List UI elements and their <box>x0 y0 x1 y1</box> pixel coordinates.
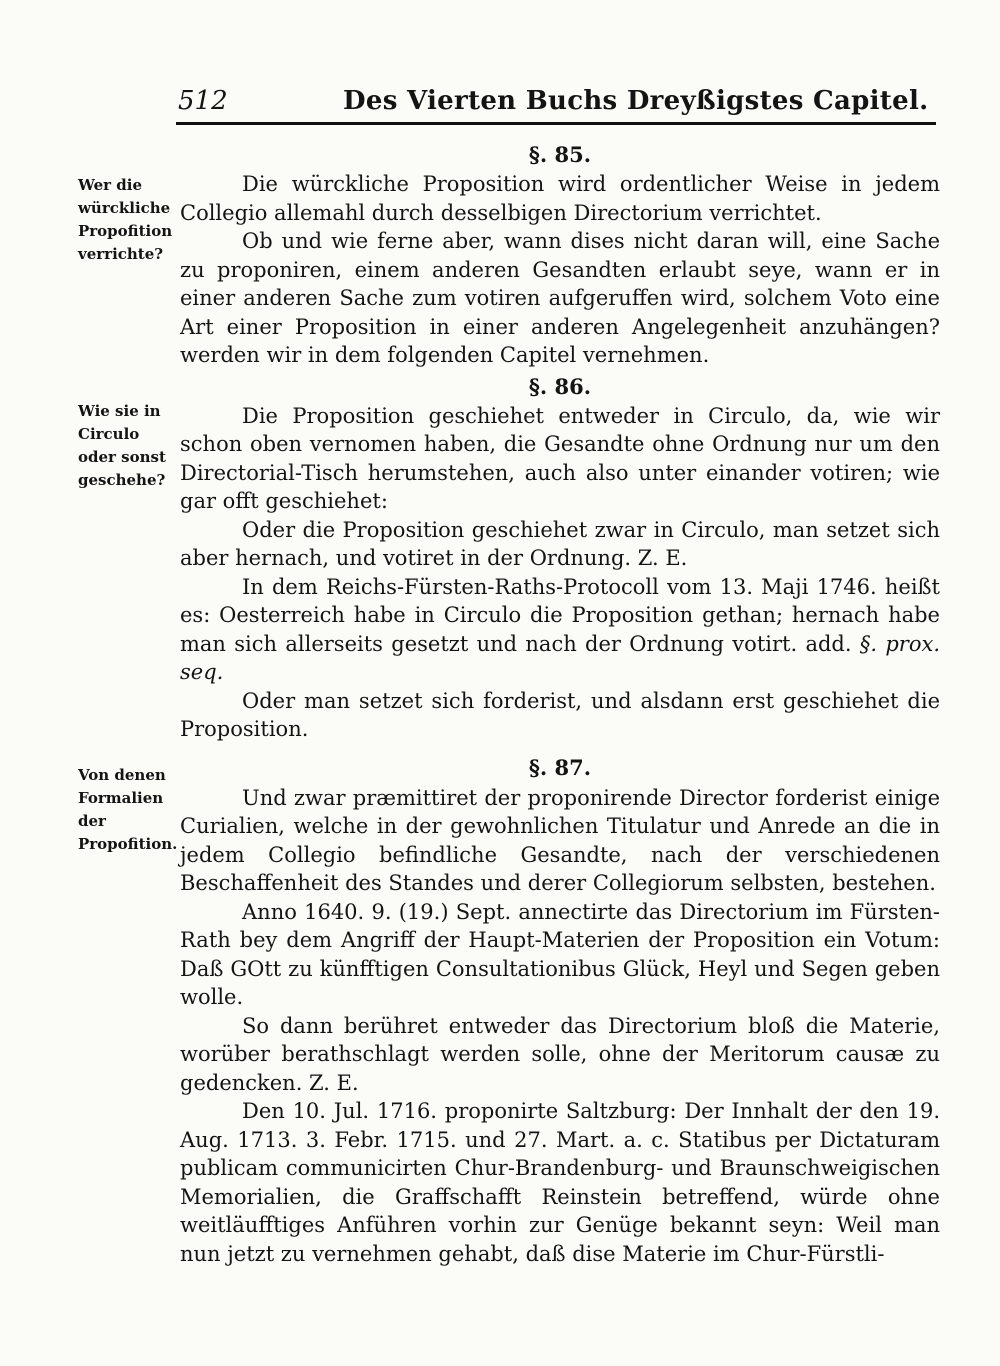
section-87-paragraph-3: So dann berühret entweder das Directorium bloß die Materie, worüber berathschlagt werden solle, ohne der Meritorum causæ zu gedencken. Z. E. <box>180 1013 940 1095</box>
section-85-heading: §. 85. <box>528 142 592 167</box>
page-header <box>178 70 948 120</box>
section-86-paragraph-3-text: In dem Reichs-Fürsten-Raths-Protocoll vom 13. Maji 1746. heißt es: Oesterreich habe in Circulo die Proposition gethan; hernach habe man sich allerseits gesetzt und nach der Ordnung votirt. add. <box>180 574 940 656</box>
section-86-heading: §. 86. <box>528 373 592 399</box>
margin-note-proposition: Wer die würckliche Propofition verrichte? <box>78 176 173 263</box>
section-87-paragraph-2: Anno 1640. 9. (19.) Sept. annectirte das Directorium im Fürsten-Rath bey dem Angriff der Haupt-Materien der Proposition ein Votum: Daß GOtt zu künfftigen Consultationibus Glück, Heyl und Segen geben wolle. <box>180 899 940 1009</box>
section-86-paragraph-4: Oder man setzet sich forderist, und alsdann erst geschiehet die Proposition. <box>180 688 940 741</box>
section-85-paragraph-2: Ob und wie ferne aber, wann dises nicht daran will, eine Sache zu proponiren, einem anderen Gesandten erlaubt seye, wann er in einer anderen Sache zum votiren aufgeruffen wird, solchem Voto eine Art einer Proposition in einer anderen Angelegenheit anzuhängen? werden wir in dem folgenden Capitel vernehmen. <box>180 229 940 367</box>
section-86-paragraph-2: Oder die Proposition geschiehet zwar in Circulo, man setzet sich aber hernach, und votiret in der Ordnung. Z. E. <box>180 517 940 570</box>
section-85-paragraph-1: Die würckliche Proposition wird ordentlicher Weise in jedem Collegio allemahl durch desselbigen Directorium verrichtet. <box>180 172 940 225</box>
section-86-cross-reference: §. prox. seq. <box>180 631 940 684</box>
margin-note-formalien: Von denen Formalien der Propofition. <box>78 766 178 853</box>
header-rule <box>176 122 936 125</box>
main-text <box>180 140 940 1268</box>
section-87-paragraph-1: Und zwar præmittiret der proponirende Director forderist einige Curialien, welche in der gewohnlichen Titulatur und Anrede an die in jedem Collegio befindliche Gesandte, nach der verschiedenen Beschaffenheit des Standes und derer Collegiorum selbsten, bestehen. <box>180 785 940 895</box>
section-86-paragraph-1: Die Proposition geschiehet entweder in Circulo, da, wie wir schon oben vernomen haben, die Gesandte ohne Ordnung nur um den Directorial-Tisch herumstehen, auch also unter einander votiren; wie gar offt geschiehet: <box>180 403 940 513</box>
page-number: 512 <box>178 86 228 116</box>
section-87-heading: §. 87. <box>528 754 592 780</box>
section-86-paragraph-3 <box>180 573 940 687</box>
margin-note-circulo: Wie sie in Circulo oder sonst geschehe? <box>78 402 166 489</box>
running-title: Des Vierten Buchs Dreyßigstes Capitel. <box>343 86 929 116</box>
section-87-paragraph-4: Den 10. Jul. 1716. proponirte Saltzburg: Der Innhalt der den 19. Aug. 1713. 3. Febr. 1715. und 27. Mart. a. c. Statibus per Dictaturam publicam communicirten Chur-Brandenburg- und Braunschweigischen Memorialien, die Graffschafft Reinstein betreffend, würde ohne weitläufftiges Anführen vorhin zur Genüge bekannt seyn: Weil man nun jetzt zu vernehmen gehabt, daß dise Materie im Chur-Fürstli- <box>180 1099 940 1266</box>
